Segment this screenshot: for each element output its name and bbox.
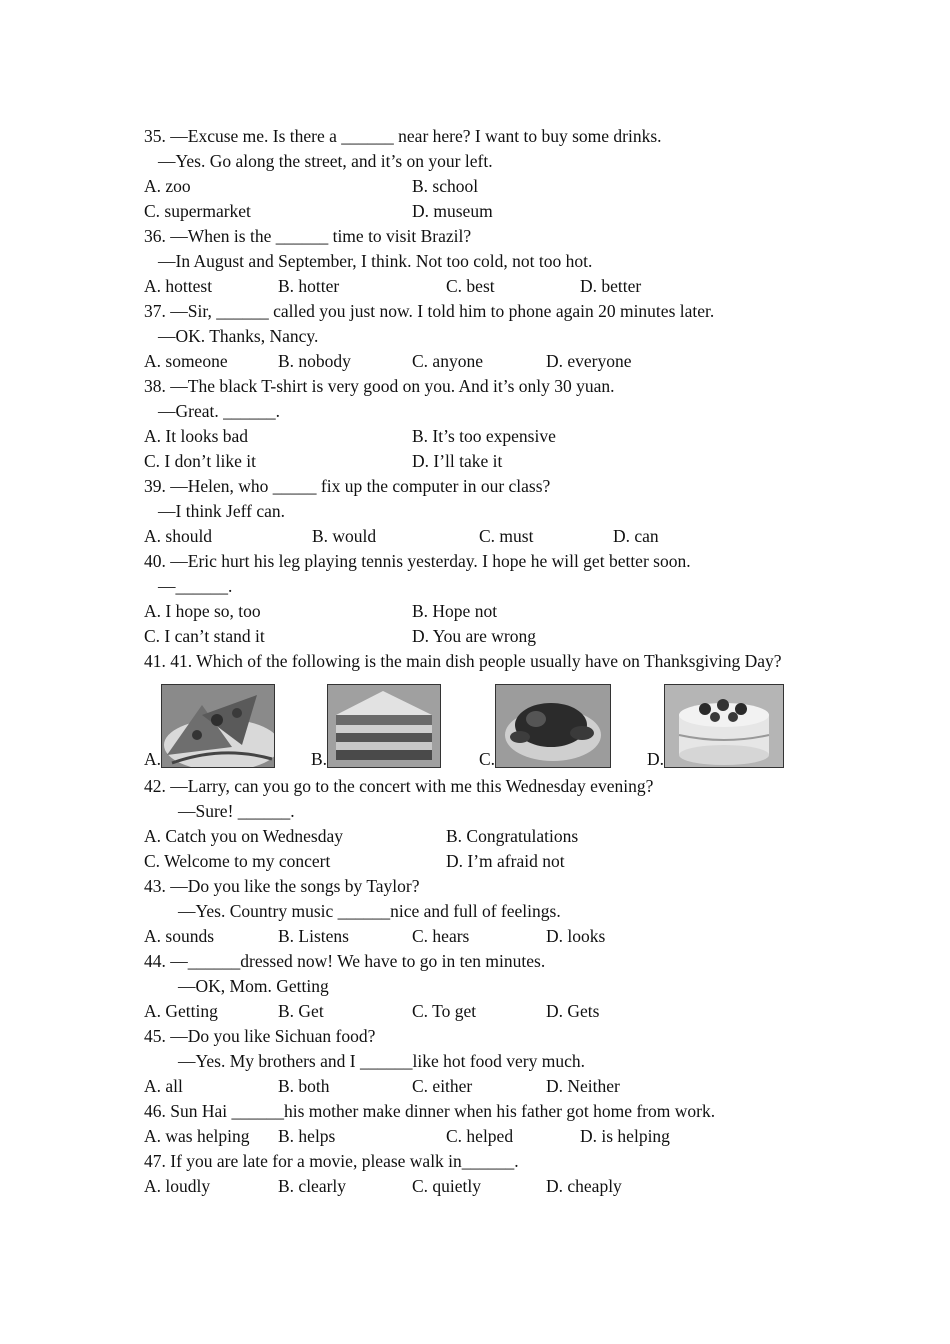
option-c[interactable]: C. I can’t stand it: [144, 626, 265, 646]
question-43-stem: 43. —Do you like the songs by Taylor?: [144, 876, 420, 896]
option-d[interactable]: D. better: [580, 276, 642, 296]
option-d[interactable]: D. You are wrong: [412, 626, 536, 646]
exam-page: [144, 124, 824, 1199]
question-42-options-cd: [144, 849, 824, 874]
question-41-picture-options: [144, 674, 824, 774]
option-a[interactable]: A. loudly: [144, 1176, 211, 1196]
option-a[interactable]: A. sounds: [144, 926, 215, 946]
option-c[interactable]: C. hears: [412, 926, 470, 946]
question-38-options-cd: [144, 449, 824, 474]
option-b[interactable]: B. Listens: [278, 926, 349, 946]
option-b[interactable]: B. hotter: [278, 276, 340, 296]
option-c[interactable]: C. helped: [446, 1126, 514, 1146]
question-44-reply: —OK, Mom. Getting: [178, 976, 329, 996]
cake-image: [664, 684, 784, 768]
option-a[interactable]: A. Catch you on Wednesday: [144, 826, 343, 846]
option-c[interactable]: C. must: [479, 526, 534, 546]
option-d[interactable]: D. looks: [546, 926, 606, 946]
option-a[interactable]: A. someone: [144, 351, 228, 371]
option-d[interactable]: D. I’ll take it: [412, 451, 503, 471]
question-35-options-ab: [144, 174, 824, 199]
option-c[interactable]: C. best: [446, 276, 495, 296]
question-36-options: [144, 274, 824, 299]
option-d[interactable]: D. museum: [412, 201, 493, 221]
option-a[interactable]: A. I hope so, too: [144, 601, 261, 621]
option-a[interactable]: A. all: [144, 1076, 183, 1096]
question-47-options: [144, 1174, 824, 1199]
question-39-reply: —I think Jeff can.: [158, 501, 286, 521]
option-c[interactable]: [479, 684, 611, 768]
option-b[interactable]: B. would: [312, 526, 377, 546]
question-40-reply: —______.: [158, 576, 233, 596]
option-b[interactable]: [311, 684, 441, 768]
option-b[interactable]: B. helps: [278, 1126, 336, 1146]
option-d[interactable]: D. can: [613, 526, 659, 546]
option-b[interactable]: B. clearly: [278, 1176, 347, 1196]
question-39-stem: 39. —Helen, who _____ fix up the computer in our class?: [144, 476, 551, 496]
question-44-options: [144, 999, 824, 1024]
option-d[interactable]: D. Gets: [546, 1001, 600, 1021]
option-d[interactable]: D. is helping: [580, 1126, 670, 1146]
option-a-label: A.: [144, 749, 162, 769]
question-35-options-cd: [144, 199, 824, 224]
question-43-options: [144, 924, 824, 949]
question-46-options: [144, 1124, 824, 1149]
option-c[interactable]: C. quietly: [412, 1176, 482, 1196]
question-38-options-ab: [144, 424, 824, 449]
option-c[interactable]: C. either: [412, 1076, 473, 1096]
question-37-stem: 37. —Sir, ______ called you just now. I told him to phone again 20 minutes later.: [144, 301, 715, 321]
question-38-reply: —Great. ______.: [158, 401, 280, 421]
question-35-stem: 35. —Excuse me. Is there a ______ near here? I want to buy some drinks.: [144, 126, 662, 146]
question-40-stem: 40. —Eric hurt his leg playing tennis yesterday. I hope he will get better soon.: [144, 551, 691, 571]
question-47-stem: 47. If you are late for a movie, please walk in______.: [144, 1151, 519, 1171]
option-d[interactable]: D. cheaply: [546, 1176, 622, 1196]
option-b[interactable]: B. Congratulations: [446, 826, 579, 846]
option-b[interactable]: B. school: [412, 176, 479, 196]
option-c-label: C.: [479, 749, 496, 769]
question-40-options-cd: [144, 624, 824, 649]
option-a[interactable]: A. should: [144, 526, 213, 546]
option-d[interactable]: [647, 684, 784, 768]
option-d[interactable]: D. I’m afraid not: [446, 851, 565, 871]
question-40-options-ab: [144, 599, 824, 624]
sandwich-image: [327, 684, 441, 768]
question-42-stem: 42. —Larry, can you go to the concert with me this Wednesday evening?: [144, 776, 654, 796]
option-d[interactable]: D. Neither: [546, 1076, 620, 1096]
question-35-reply: —Yes. Go along the street, and it’s on your left.: [158, 151, 493, 171]
option-b[interactable]: B. It’s too expensive: [412, 426, 556, 446]
question-39-options: [144, 524, 824, 549]
option-d-label: D.: [647, 749, 665, 769]
question-45-stem: 45. —Do you like Sichuan food?: [144, 1026, 376, 1046]
question-46-stem: 46. Sun Hai ______his mother make dinner when his father got home from work.: [144, 1101, 716, 1121]
question-42-reply: —Sure! ______.: [178, 801, 295, 821]
option-b[interactable]: B. both: [278, 1076, 330, 1096]
option-a[interactable]: A. It looks bad: [144, 426, 249, 446]
option-b[interactable]: B. Get: [278, 1001, 324, 1021]
question-37-options: [144, 349, 824, 374]
option-b[interactable]: B. Hope not: [412, 601, 498, 621]
option-c[interactable]: C. To get: [412, 1001, 477, 1021]
roast-turkey-image: [495, 684, 611, 768]
question-36-reply: —In August and September, I think. Not too cold, not too hot.: [158, 251, 593, 271]
question-45-options: [144, 1074, 824, 1099]
option-a[interactable]: A. zoo: [144, 176, 191, 196]
question-44-stem: 44. —______dressed now! We have to go in ten minutes.: [144, 951, 546, 971]
option-a[interactable]: [144, 684, 275, 768]
option-c[interactable]: C. supermarket: [144, 201, 251, 221]
question-37-reply: —OK. Thanks, Nancy.: [158, 326, 319, 346]
question-41-stem: 41. 41. Which of the following is the main dish people usually have on Thanksgiving Day?: [144, 651, 782, 671]
option-a[interactable]: A. Getting: [144, 1001, 218, 1021]
option-d[interactable]: D. everyone: [546, 351, 632, 371]
option-a[interactable]: A. was helping: [144, 1126, 250, 1146]
option-a[interactable]: A. hottest: [144, 276, 213, 296]
pizza-image: [161, 684, 275, 768]
option-c[interactable]: C. Welcome to my concert: [144, 851, 331, 871]
option-c[interactable]: C. I don’t like it: [144, 451, 256, 471]
question-45-reply: —Yes. My brothers and I ______like hot food very much.: [178, 1051, 585, 1071]
option-b[interactable]: B. nobody: [278, 351, 351, 371]
option-c[interactable]: C. anyone: [412, 351, 483, 371]
question-42-options-ab: [144, 824, 824, 849]
question-36-stem: 36. —When is the ______ time to visit Brazil?: [144, 226, 472, 246]
option-b-label: B.: [311, 749, 328, 769]
question-38-stem: 38. —The black T-shirt is very good on you. And it’s only 30 yuan.: [144, 376, 615, 396]
question-43-reply: —Yes. Country music ______nice and full of feelings.: [178, 901, 561, 921]
